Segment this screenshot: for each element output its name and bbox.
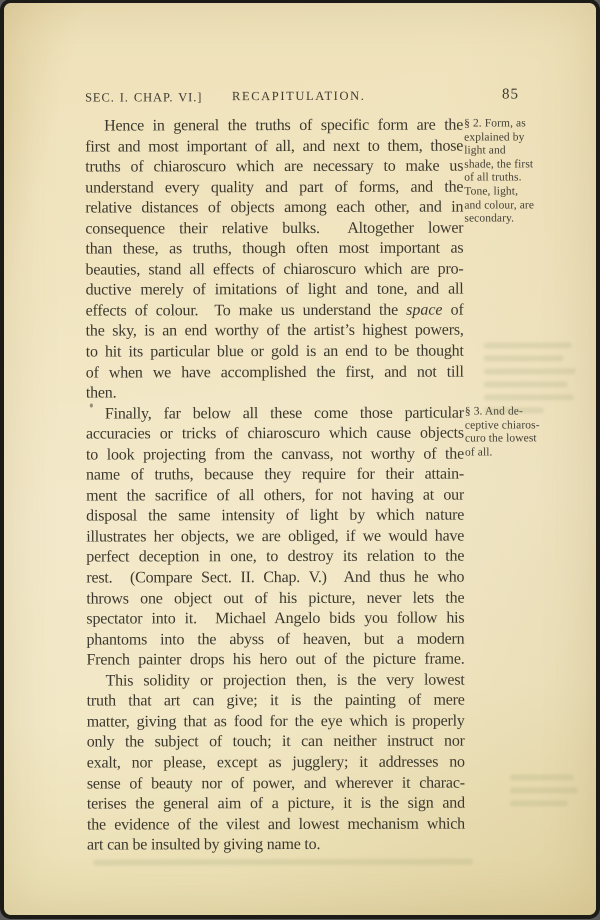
italic-word: space xyxy=(406,301,443,319)
text-line: This solidity or projection then, is the very lowest xyxy=(105,671,465,690)
text-line: accuracies or tricks of chiaroscuro which cause objects xyxy=(85,424,464,443)
text-line xyxy=(86,300,464,322)
margin-note-line: shade, the first xyxy=(464,158,534,171)
text-line: beauties, stand all effects of chiaroscuro which are pro- xyxy=(85,260,464,279)
text-line: matter, giving that as food for the eye which is properly xyxy=(86,712,465,731)
text-line: consequence their relative bulks. Altogether lower xyxy=(85,219,464,238)
text-line: spectator into it. Michael Angelo bids you follow his xyxy=(86,609,465,628)
text-line: the sky, is an end worthy of the artist’s highest powers, xyxy=(85,322,464,341)
section-chapter-label: SEC. I. CHAP. VI.] xyxy=(85,90,203,105)
text-line: perfect deception in one, to destroy its relation to the xyxy=(86,548,465,567)
text-line: truth that art can give; it is the painting of mere xyxy=(86,691,465,710)
chapter-title: RECAPITULATION. xyxy=(232,88,366,104)
margin-note-section-2 xyxy=(464,117,584,226)
text-line: illustrates her objects, we are obliged, if we would have xyxy=(86,527,465,546)
margin-note-line: curo the lowest xyxy=(464,432,537,445)
text-line: only the subject of touch; it can neither instruct nor xyxy=(86,732,465,751)
margin-note-line: light and xyxy=(464,144,506,157)
text-line: of when we have accomplished the first, and not till xyxy=(85,363,464,382)
text-line: understand every quality and part of forms, and the xyxy=(85,178,464,197)
running-head xyxy=(85,86,521,105)
text-line: ductive merely of imitations of light and tone, and all xyxy=(85,280,464,299)
text-line: than these, as truths, though often most important as xyxy=(85,239,464,258)
text-line: then. xyxy=(85,384,117,402)
text-line: rest. (Compare Sect. II. Chap. V.) And thus he who xyxy=(86,568,465,587)
page-content xyxy=(3,2,597,916)
text-line: relative distances of objects among each other, and in xyxy=(85,198,464,217)
text-line: art can be insulted by giving name to. xyxy=(86,836,321,854)
text-line: the evidence of the vilest and lowest mechanism which xyxy=(86,815,465,834)
margin-note-line: § 2. Form, as xyxy=(464,117,526,130)
text-line: terises the general aim of a picture, it is the sign and xyxy=(86,794,465,813)
page-number: 85 xyxy=(502,86,520,103)
margin-note-line: Tone, light, xyxy=(464,185,519,198)
body-text xyxy=(85,116,465,857)
text-line: truths of chiaroscuro which are necessary to make us xyxy=(85,157,464,176)
text-line: phantoms into the abyss of heaven, but a modern xyxy=(86,630,465,649)
text-run: effects of colour. To make us understand the xyxy=(85,301,407,320)
text-line: name of truths, because they require for their attain- xyxy=(86,465,465,484)
text-line: French painter drops his hero out of the picture frame. xyxy=(86,650,465,669)
text-line: to hit its particular blue or gold is an end to be thought xyxy=(85,342,464,361)
ink-speck xyxy=(90,404,93,408)
margin-note-line: ceptive chiaros- xyxy=(464,418,540,432)
text-line: Hence in general the truths of specific form are the xyxy=(104,116,464,135)
show-through-smudge xyxy=(93,859,485,873)
text-line: first and most important of all, and next to them, those xyxy=(85,137,464,156)
margin-note-line: of all truths. xyxy=(464,171,522,184)
text-run: of xyxy=(442,301,464,319)
text-line: exalt, nor please, except as jugglery; it addresses no xyxy=(86,753,465,772)
text-line: ment the sacrifice of all others, for not having at our xyxy=(86,486,465,505)
margin-note-line: secondary. xyxy=(464,212,515,225)
show-through-smudge xyxy=(484,342,580,420)
text-line: disposal the same intensity of light by which nature xyxy=(86,506,465,525)
margin-note-line: of all. xyxy=(464,446,493,459)
margin-note-line: § 3. And de- xyxy=(464,405,523,418)
show-through-smudge xyxy=(510,774,580,813)
book-page xyxy=(4,3,596,915)
margin-note-line: explained by xyxy=(464,131,525,144)
text-line: Finally, far below all these come those particular xyxy=(104,404,464,423)
text-line: sense of beauty nor of power, and wherever it charac- xyxy=(86,774,465,793)
text-line: throws one object out of his picture, never lets the xyxy=(86,589,465,608)
margin-note-line: and colour, are xyxy=(464,198,535,212)
text-line: to look projecting from the canvass, not worthy of the xyxy=(85,445,465,464)
